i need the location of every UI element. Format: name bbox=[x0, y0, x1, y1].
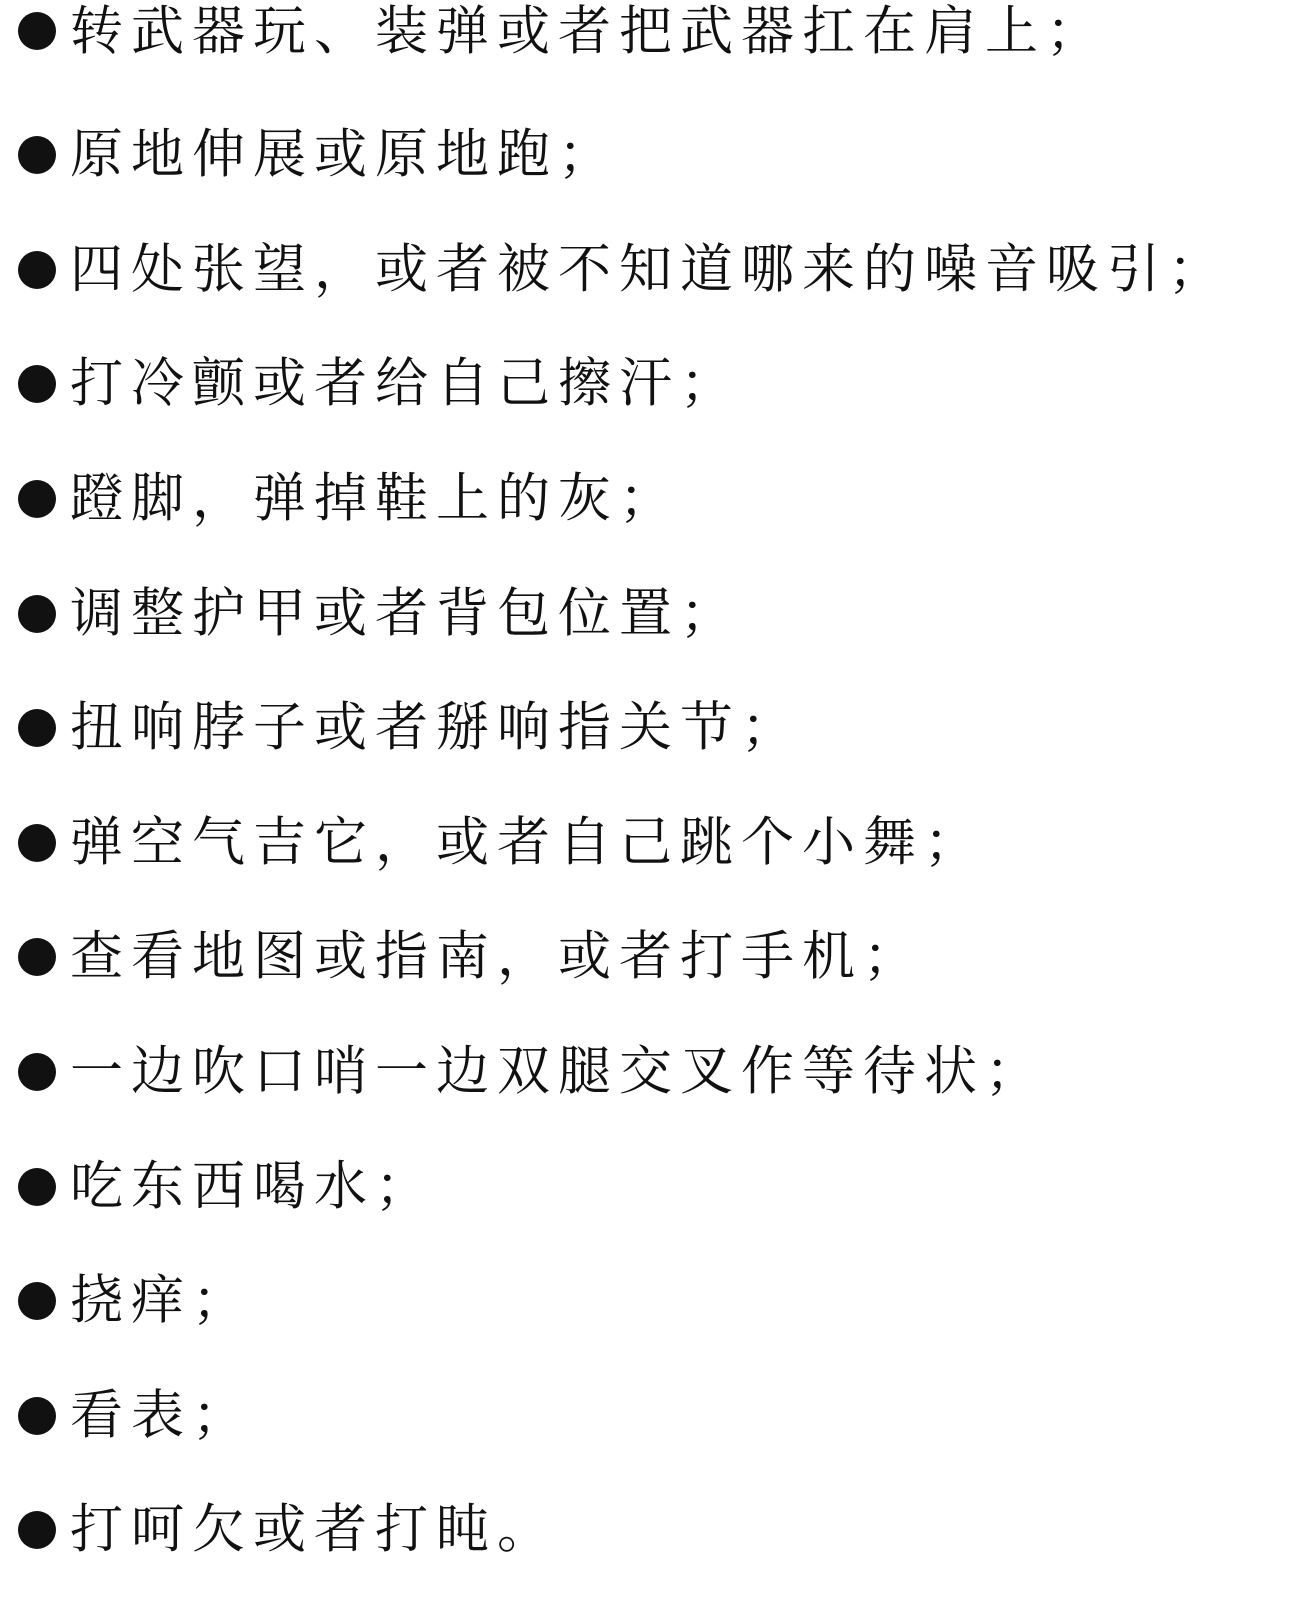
list-item bbox=[18, 1015, 1288, 1130]
list-item-text: 吃东西喝水； bbox=[70, 1155, 436, 1217]
list-item bbox=[18, 327, 1288, 442]
list-item-text: 原地伸展或原地跑； bbox=[70, 124, 619, 186]
bullet-icon bbox=[18, 824, 56, 862]
bullet-icon bbox=[18, 709, 56, 747]
list-item bbox=[18, 213, 1288, 328]
list-item-text: 扭响脖子或者掰响指关节； bbox=[70, 697, 802, 759]
list-item-text: 挠痒； bbox=[70, 1270, 253, 1332]
list-item-text: 看表； bbox=[70, 1384, 253, 1446]
bullet-icon bbox=[18, 251, 56, 289]
bullet-icon bbox=[18, 1282, 56, 1320]
bullet-icon bbox=[18, 595, 56, 633]
bullet-icon bbox=[18, 136, 56, 174]
bullet-icon bbox=[18, 365, 56, 403]
list-item bbox=[18, 786, 1288, 901]
bullet-icon bbox=[18, 938, 56, 976]
list-item bbox=[18, 98, 1288, 213]
list-item-text: 打呵欠或者打盹。 bbox=[70, 1499, 558, 1561]
list-item bbox=[18, 1129, 1288, 1244]
bullet-list bbox=[18, 0, 1288, 1588]
list-item-text: 调整护甲或者背包位置； bbox=[70, 582, 741, 644]
bullet-icon bbox=[18, 1168, 56, 1206]
list-item-text: 打冷颤或者给自己擦汗； bbox=[70, 353, 741, 415]
list-item-text: 一边吹口哨一边双腿交叉作等待状； bbox=[70, 1041, 1046, 1103]
list-item-text: 弹空气吉它，或者自己跳个小舞； bbox=[70, 811, 985, 873]
bullet-icon bbox=[18, 480, 56, 518]
bullet-icon bbox=[18, 1397, 56, 1435]
bullet-icon bbox=[18, 1053, 56, 1091]
list-item bbox=[18, 900, 1288, 1015]
bullet-icon bbox=[18, 12, 56, 50]
list-item bbox=[18, 1244, 1288, 1359]
list-item bbox=[18, 671, 1288, 786]
list-item bbox=[18, 0, 1288, 98]
list-item-text: 蹬脚，弹掉鞋上的灰； bbox=[70, 468, 680, 530]
list-item bbox=[18, 1359, 1288, 1474]
list-item-text: 转武器玩、装弹或者把武器扛在肩上； bbox=[70, 1, 1107, 62]
list-item-text: 查看地图或指南，或者打手机； bbox=[70, 926, 924, 988]
list-item bbox=[18, 442, 1288, 557]
list-item bbox=[18, 1473, 1288, 1588]
list-item-text: 四处张望，或者被不知道哪来的噪音吸引； bbox=[70, 238, 1229, 300]
list-item bbox=[18, 556, 1288, 671]
bullet-icon bbox=[18, 1511, 56, 1549]
